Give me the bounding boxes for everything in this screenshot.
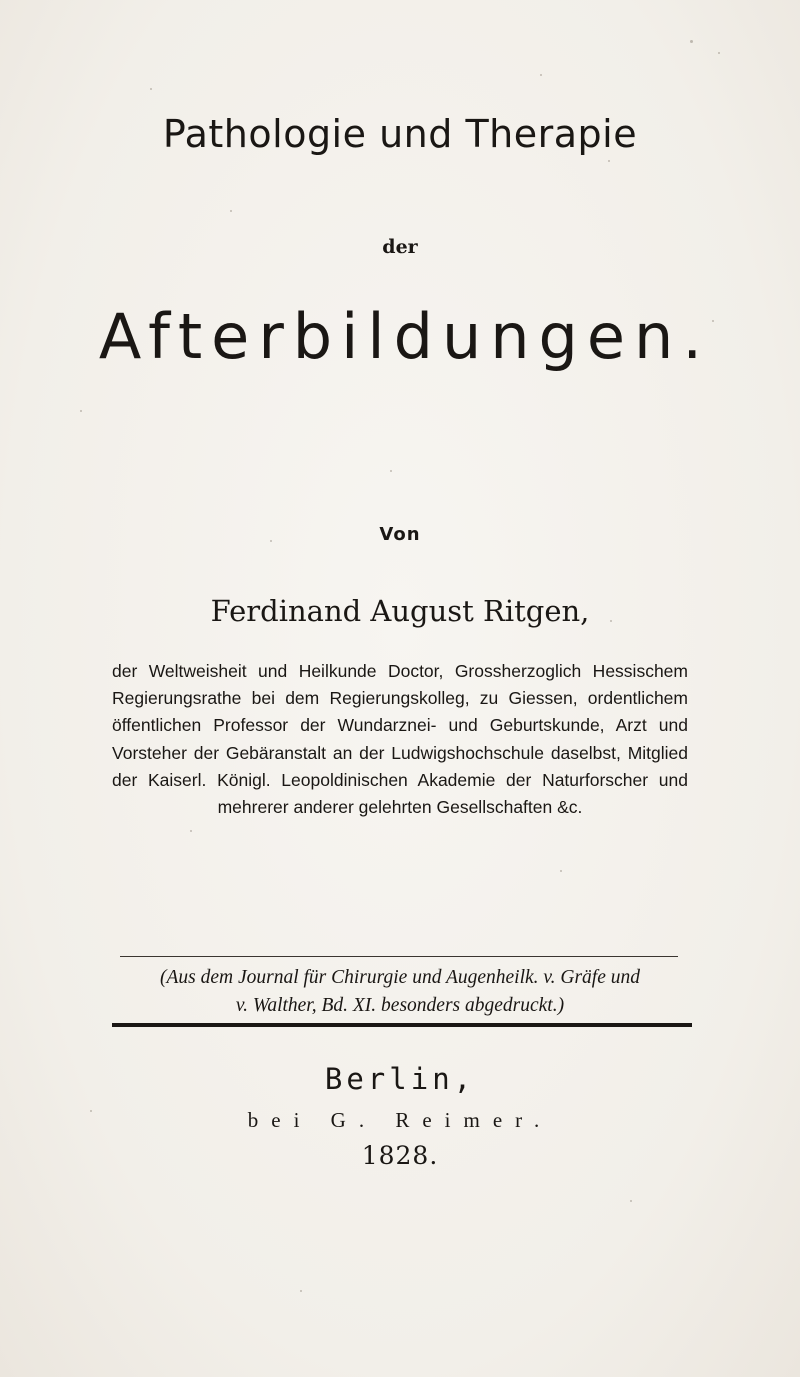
imprint-city: Berlin, [324,1062,476,1096]
von-label: Von [379,524,421,545]
divider-thick [112,1023,692,1027]
source-note-line-2: v. Walther, Bd. XI. besonders abgedruckt.) [235,995,565,1016]
imprint-publisher: bei G. Reimer. [247,1108,553,1132]
title-line-1: Pathologie und Therapie [162,112,638,156]
imprint-year: 1828. [361,1141,439,1170]
author-name: Ferdinand August Ritgen, [210,594,590,628]
title-line-2: der [382,236,418,258]
title-line-3: Afterbildungen. [98,300,712,373]
source-note-line-1: (Aus dem Journal für Chirurgie und Augenheilk. v. Gräfe und [159,967,641,988]
divider-thin [120,956,678,957]
source-note [112,964,688,1020]
author-credentials: der Weltweisheit und Heilkunde Doctor, Grossherzoglich Hessischem Regierungsrathe bei dem Regierungskolleg, zu Giessen, ordentlichem öffentlichen Professor der Wundarznei- und Geburtskunde, Arzt und Vorsteher der Gebäranstalt an der Ludwigshochschule daselbst, Mitglied der Kaiserl. Königl. Leopoldinischen Akademie der Naturforscher und mehrerer anderer gelehrten Gesellschaften &c. [112,661,688,818]
